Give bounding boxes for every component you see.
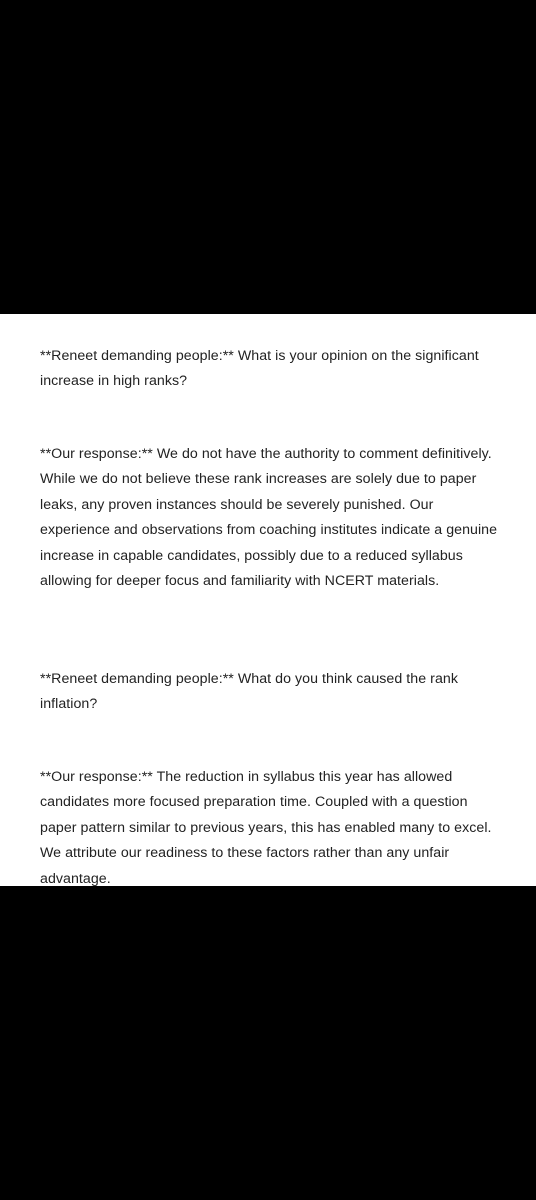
response-paragraph-1: **Our response:** We do not have the authority to comment definitively. While we do not believe these rank increases are solely due to paper leaks, any proven instances should be severely punished. Our experience and observations from coaching institutes indicate a genuine increase in capable candidates, possibly due to a reduced syllabus allowing for deeper focus and familiarity with NCERT materials. (40, 446, 498, 590)
document-panel (0, 314, 536, 886)
question-paragraph-1: **Reneet demanding people:** What is your opinion on the significant increase in high ranks? (40, 348, 479, 390)
response-paragraph-2: **Our response:** The reduction in syllabus this year has allowed candidates more focused preparation time. Coupled with a question paper pattern similar to previous years, this has enabled many to excel. We attribute our readiness to these factors rather than any unfair advantage. (40, 769, 492, 886)
bottom-black-area (0, 886, 536, 1200)
top-black-area (0, 0, 536, 314)
question-paragraph-2: **Reneet demanding people:** What do you think caused the rank inflation? (40, 671, 458, 713)
